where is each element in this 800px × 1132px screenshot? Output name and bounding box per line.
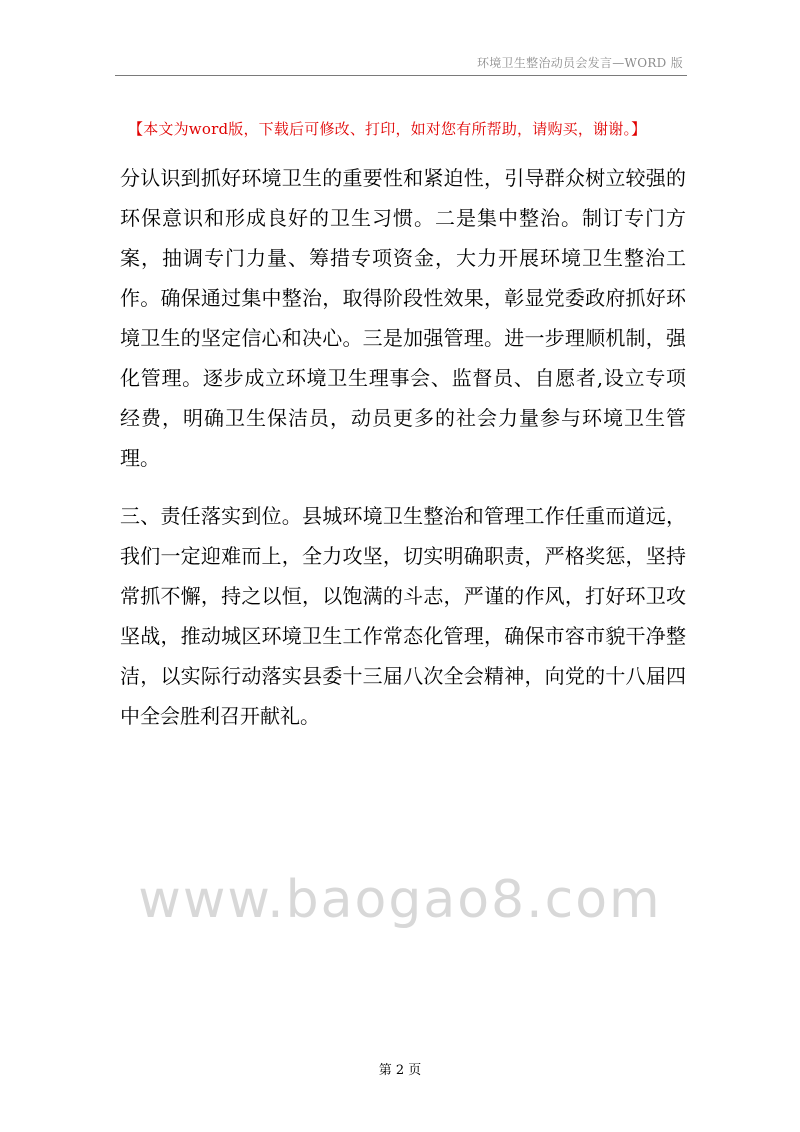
body-paragraph-1: 分认识到抓好环境卫生的重要性和紧迫性，引导群众树立较强的环保意识和形成良好的卫生习惯。二是集中整治。制订专门方案，抽调专门力量、筹措专项资金，大力开展环境卫生整治工作。确保通过集中整治，取得阶段性效果，彰显党委政府抓好环境卫生的坚定信心和决心。三是加强管理。进一步理顺机制，强化管理。逐步成立环境卫生理事会、监督员、自愿者,设立专项经费，明确卫生保洁员，动员更多的社会力量参与环境卫生管理。 <box>120 166 686 470</box>
purchase-notice: 【本文为word版，下载后可修改、打印，如对您有所帮助，请购买，谢谢。】 <box>128 120 647 138</box>
site-watermark: www.baogao8.com <box>138 870 662 930</box>
header-divider <box>115 75 687 76</box>
page-number: 第 2 页 <box>378 1063 422 1078</box>
running-header-title: 环境卫生整治动员会发言—WORD 版 <box>476 56 683 70</box>
body-paragraph-2: 三、责任落实到位。县城环境卫生整治和管理工作任重而道远，我们一定迎难而上，全力攻坚，切实明确职责，严格奖惩，坚持常抓不懈，持之以恒，以饱满的斗志，严谨的作风，打好环卫攻坚战，推动城区环境卫生工作常态化管理，确保市容市貌干净整洁，以实际行动落实县委十三届八次全会精神，向党的十八届四中全会胜利召开献礼。 <box>120 504 686 728</box>
